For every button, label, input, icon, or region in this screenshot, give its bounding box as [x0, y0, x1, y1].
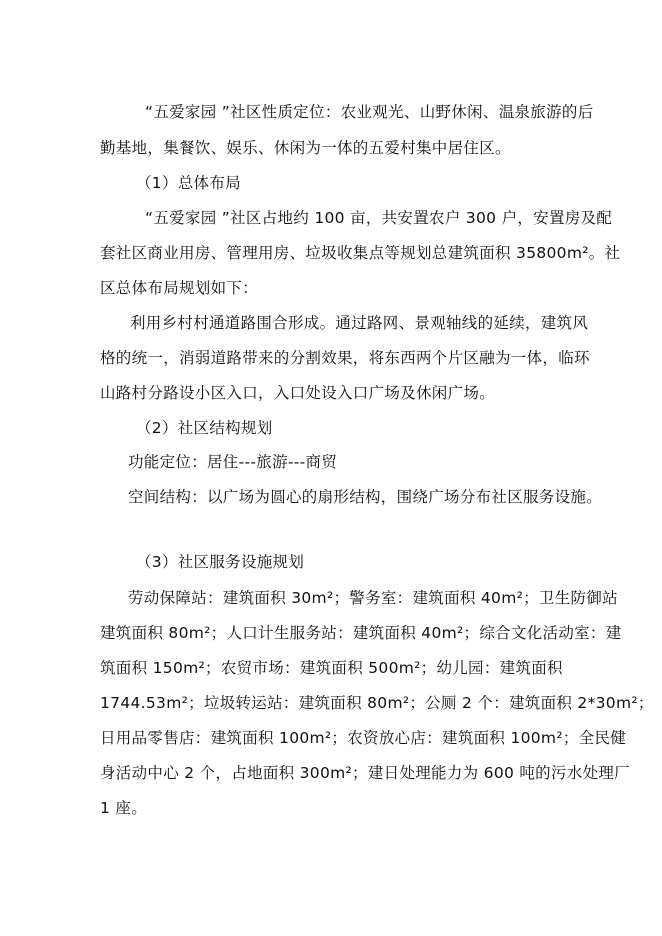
paragraph-line: 1 座。 [100, 799, 147, 817]
paragraph-line: 日用品零售店：建筑面积 100m²；农资放心店：建筑面积 100m²；全民健 [100, 729, 627, 747]
paragraph-line: 山路村分路设小区入口，入口处设入口广场及休闲广场。 [100, 384, 496, 402]
paragraph-line: 套社区商业用房、管理用房、垃圾收集点等规划总建筑面积 35800m²。社 [100, 244, 621, 262]
section-heading: （3）社区服务设施规划 [136, 553, 305, 571]
paragraph-line: 建筑面积 80m²；人口计生服务站：建筑面积 40m²；综合文化活动室：建 [100, 624, 622, 642]
paragraph-line: 功能定位：居住---旅游---商贸 [128, 453, 338, 471]
paragraph-line: “五爱家园 ”社区性质定位：农业观光、山野休闲、温泉旅游的后 [145, 103, 594, 121]
paragraph-line: 利用乡村村通道路围合形成。通过路网、景观轴线的延续，建筑风 [130, 314, 589, 332]
paragraph-line: “五爱家园 ”社区占地约 100 亩，共安置农户 300 户，安置房及配 [145, 209, 613, 227]
section-heading: （2）社区结构规划 [136, 419, 273, 437]
paragraph-line: 1744.53m²；垃圾转运站：建筑面积 80m²；公厕 2 个：建筑面积 2*30m²； [100, 694, 654, 712]
paragraph-line: 空间结构：以广场为圆心的扇形结构，围绕广场分布社区服务设施。 [128, 488, 603, 506]
paragraph-line: 格的统一，消弱道路带来的分割效果，将东西两个片区融为一体，临环 [100, 349, 590, 367]
paragraph-line: 区总体布局规划如下： [100, 279, 259, 297]
paragraph-line: 勤基地，集餐饮、娱乐、休闲为一体的五爱村集中居住区。 [100, 139, 511, 157]
paragraph-line: 劳动保障站：建筑面积 30m²；警务室：建筑面积 40m²；卫生防御站 [128, 589, 618, 607]
paragraph-line: 筑面积 150m²；农贸市场：建筑面积 500m²；幼儿园：建筑面积 [100, 659, 563, 677]
section-heading: （1）总体布局 [136, 174, 241, 192]
paragraph-line: 身活动中心 2 个，占地面积 300m²；建日处理能力为 600 吨的污水处理厂 [100, 764, 630, 782]
